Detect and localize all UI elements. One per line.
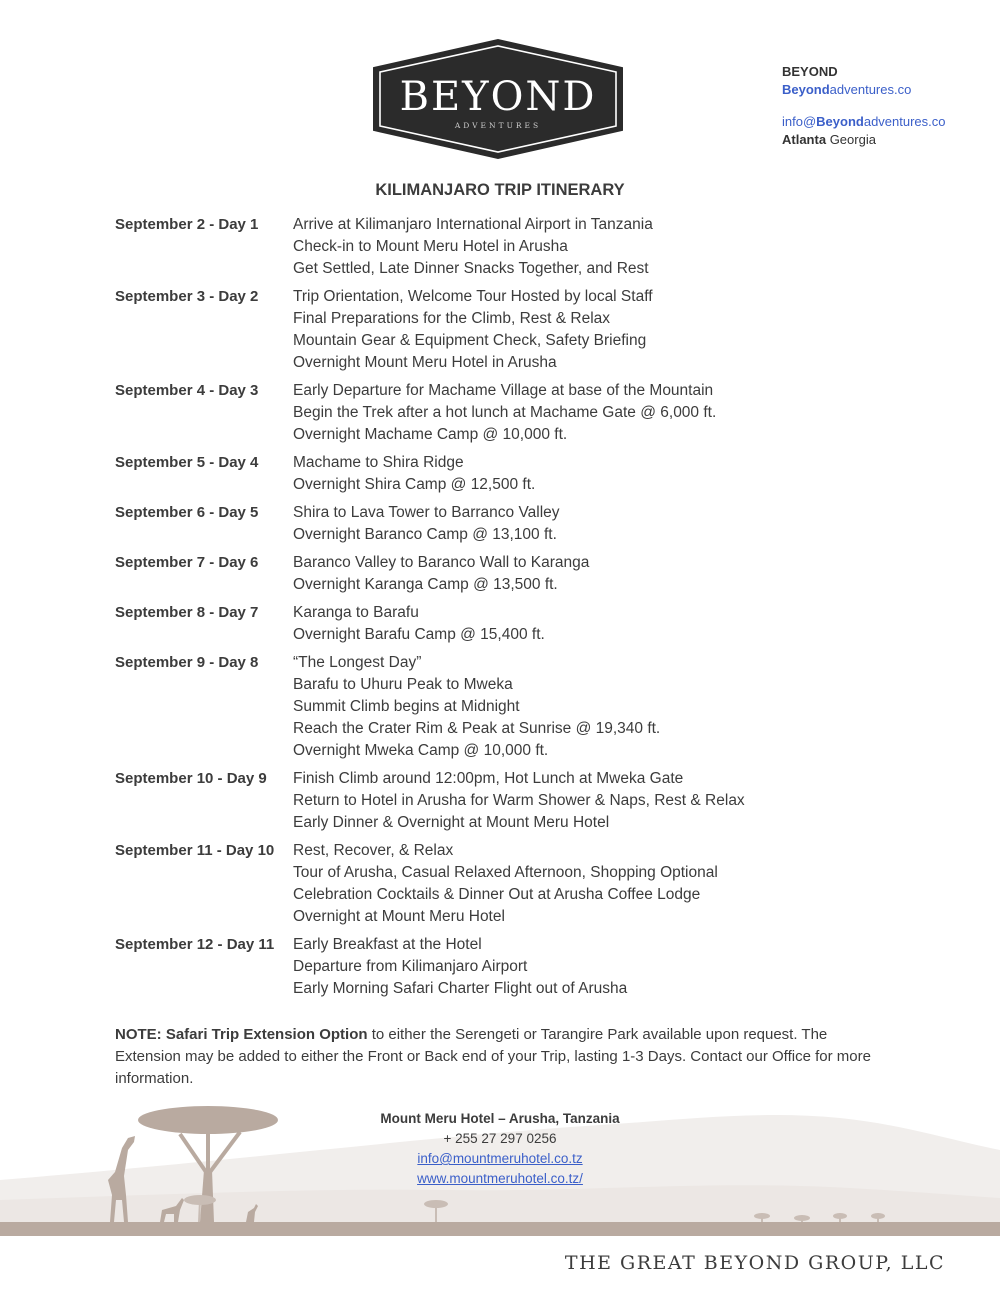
day-activities [293, 602, 545, 646]
page-title: KILIMANJARO TRIP ITINERARY [375, 181, 625, 199]
activity-line: Departure from Kilimanjaro Airport [293, 958, 528, 975]
logo-name: BEYOND [399, 74, 597, 120]
day-label: September 8 - Day 7 [115, 604, 259, 621]
activity-line: Overnight Mweka Camp @ 10,000 ft. [293, 742, 549, 759]
itinerary-day [115, 502, 875, 546]
footer-company-name: THE GREAT BEYOND GROUP, LLC [564, 1252, 945, 1274]
day-label: September 9 - Day 8 [115, 654, 259, 671]
activity-line: Overnight Karanga Camp @ 13,500 ft. [293, 576, 558, 593]
activity-line: Early Departure for Machame Village at base of the Mountain [293, 382, 714, 399]
activity-line: Shira to Lava Tower to Barranco Valley [293, 504, 560, 521]
beyond-logo [372, 38, 624, 160]
website-bold: Beyond [782, 82, 830, 97]
day-activities [293, 840, 718, 928]
day-activities [293, 214, 653, 280]
activity-line: Rest, Recover, & Relax [293, 842, 454, 859]
contact-location [782, 131, 946, 149]
itinerary-day [115, 214, 875, 280]
activity-line: Finish Climb around 12:00pm, Hot Lunch at Mweka Gate [293, 770, 684, 787]
itinerary-day [115, 768, 875, 834]
hotel-email-link[interactable]: info@mountmeruhotel.co.tz [417, 1151, 583, 1166]
itinerary-day [115, 286, 875, 374]
day-label: September 4 - Day 3 [115, 382, 259, 399]
hotel-name: Mount Meru Hotel – Arusha, Tanzania [380, 1111, 620, 1126]
activity-line: Overnight Shira Camp @ 12,500 ft. [293, 476, 536, 493]
activity-line: Summit Climb begins at Midnight [293, 698, 520, 715]
contact-email[interactable] [782, 113, 946, 131]
day-label: September 10 - Day 9 [115, 770, 267, 787]
itinerary-list [115, 214, 875, 1006]
day-label: September 12 - Day 11 [115, 936, 275, 953]
activity-line: Overnight Mount Meru Hotel in Arusha [293, 354, 557, 371]
activity-line: Karanga to Barafu [293, 604, 419, 621]
activity-line: Early Morning Safari Charter Flight out of Arusha [293, 980, 628, 997]
activity-line: Machame to Shira Ridge [293, 454, 464, 471]
contact-block [782, 63, 946, 149]
day-activities [293, 452, 535, 496]
activity-line: Early Breakfast at the Hotel [293, 936, 482, 953]
activity-line: Mountain Gear & Equipment Check, Safety Briefing [293, 332, 647, 349]
day-activities [293, 286, 653, 374]
day-label: September 3 - Day 2 [115, 288, 259, 305]
activity-line: Baranco Valley to Baranco Wall to Karanga [293, 554, 590, 571]
itinerary-day [115, 380, 875, 446]
day-activities [293, 768, 745, 834]
day-activities [293, 652, 660, 762]
itinerary-day [115, 552, 875, 596]
activity-line: Overnight at Mount Meru Hotel [293, 908, 505, 925]
day-label: September 5 - Day 4 [115, 454, 259, 471]
activity-line: “The Longest Day” [293, 654, 422, 671]
note-text: to either the Serengeti or Tarangire Park available upon request. The Extension may be added to either the Front or Back end of your Trip, lasting 1-3 Days. Contact our Office for more information. [115, 1026, 871, 1087]
note-bold: NOTE: Safari Trip Extension Option [115, 1026, 368, 1043]
itinerary-day [115, 452, 875, 496]
activity-line: Return to Hotel in Arusha for Warm Shower & Naps, Rest & Relax [293, 792, 745, 809]
activity-line: Overnight Machame Camp @ 10,000 ft. [293, 426, 568, 443]
activity-line: Arrive at Kilimanjaro International Airport in Tanzania [293, 216, 653, 233]
day-label: September 7 - Day 6 [115, 554, 259, 571]
contact-company: BEYOND [782, 64, 838, 79]
email-bold: Beyond [816, 114, 864, 129]
activity-line: Early Dinner & Overnight at Mount Meru Hotel [293, 814, 610, 831]
contact-state: Georgia [829, 132, 876, 147]
activity-line: Tour of Arusha, Casual Relaxed Afternoon, Shopping Optional [293, 864, 718, 881]
itinerary-day [115, 840, 875, 928]
note-paragraph [115, 1024, 885, 1090]
logo-tagline: ADVENTURES [454, 121, 542, 130]
activity-line: Begin the Trek after a hot lunch at Machame Gate @ 6,000 ft. [293, 404, 717, 421]
activity-line: Final Preparations for the Climb, Rest & Relax [293, 310, 611, 327]
email-rest: adventures.co [863, 114, 946, 129]
activity-line: Barafu to Uhuru Peak to Mweka [293, 676, 513, 693]
website-rest: adventures.co [829, 82, 912, 97]
activity-line: Overnight Barafu Camp @ 15,400 ft. [293, 626, 545, 643]
day-activities [293, 552, 589, 596]
activity-line: Reach the Crater Rim & Peak at Sunrise @ 19,340 ft. [293, 720, 661, 737]
activity-line: Trip Orientation, Welcome Tour Hosted by local Staff [293, 288, 653, 305]
contact-city: Atlanta [782, 132, 827, 147]
activity-line: Overnight Baranco Camp @ 13,100 ft. [293, 526, 557, 543]
hotel-phone: + 255 27 297 0256 [443, 1131, 557, 1146]
activity-line: Get Settled, Late Dinner Snacks Together, and Rest [293, 260, 649, 277]
activity-line: Check-in to Mount Meru Hotel in Arusha [293, 238, 568, 255]
day-activities [293, 934, 627, 1000]
day-activities [293, 380, 716, 446]
email-prefix: info@ [782, 114, 817, 129]
activity-line: Celebration Cocktails & Dinner Out at Arusha Coffee Lodge [293, 886, 701, 903]
day-label: September 6 - Day 5 [115, 504, 259, 521]
hotel-website-link[interactable]: www.mountmeruhotel.co.tz/ [417, 1171, 583, 1186]
itinerary-day [115, 934, 875, 1000]
day-label: September 2 - Day 1 [115, 216, 259, 233]
itinerary-day [115, 602, 875, 646]
hotel-info [0, 1109, 1000, 1189]
contact-website[interactable] [782, 81, 946, 99]
day-activities [293, 502, 560, 546]
itinerary-day [115, 652, 875, 762]
day-label: September 11 - Day 10 [115, 842, 275, 859]
